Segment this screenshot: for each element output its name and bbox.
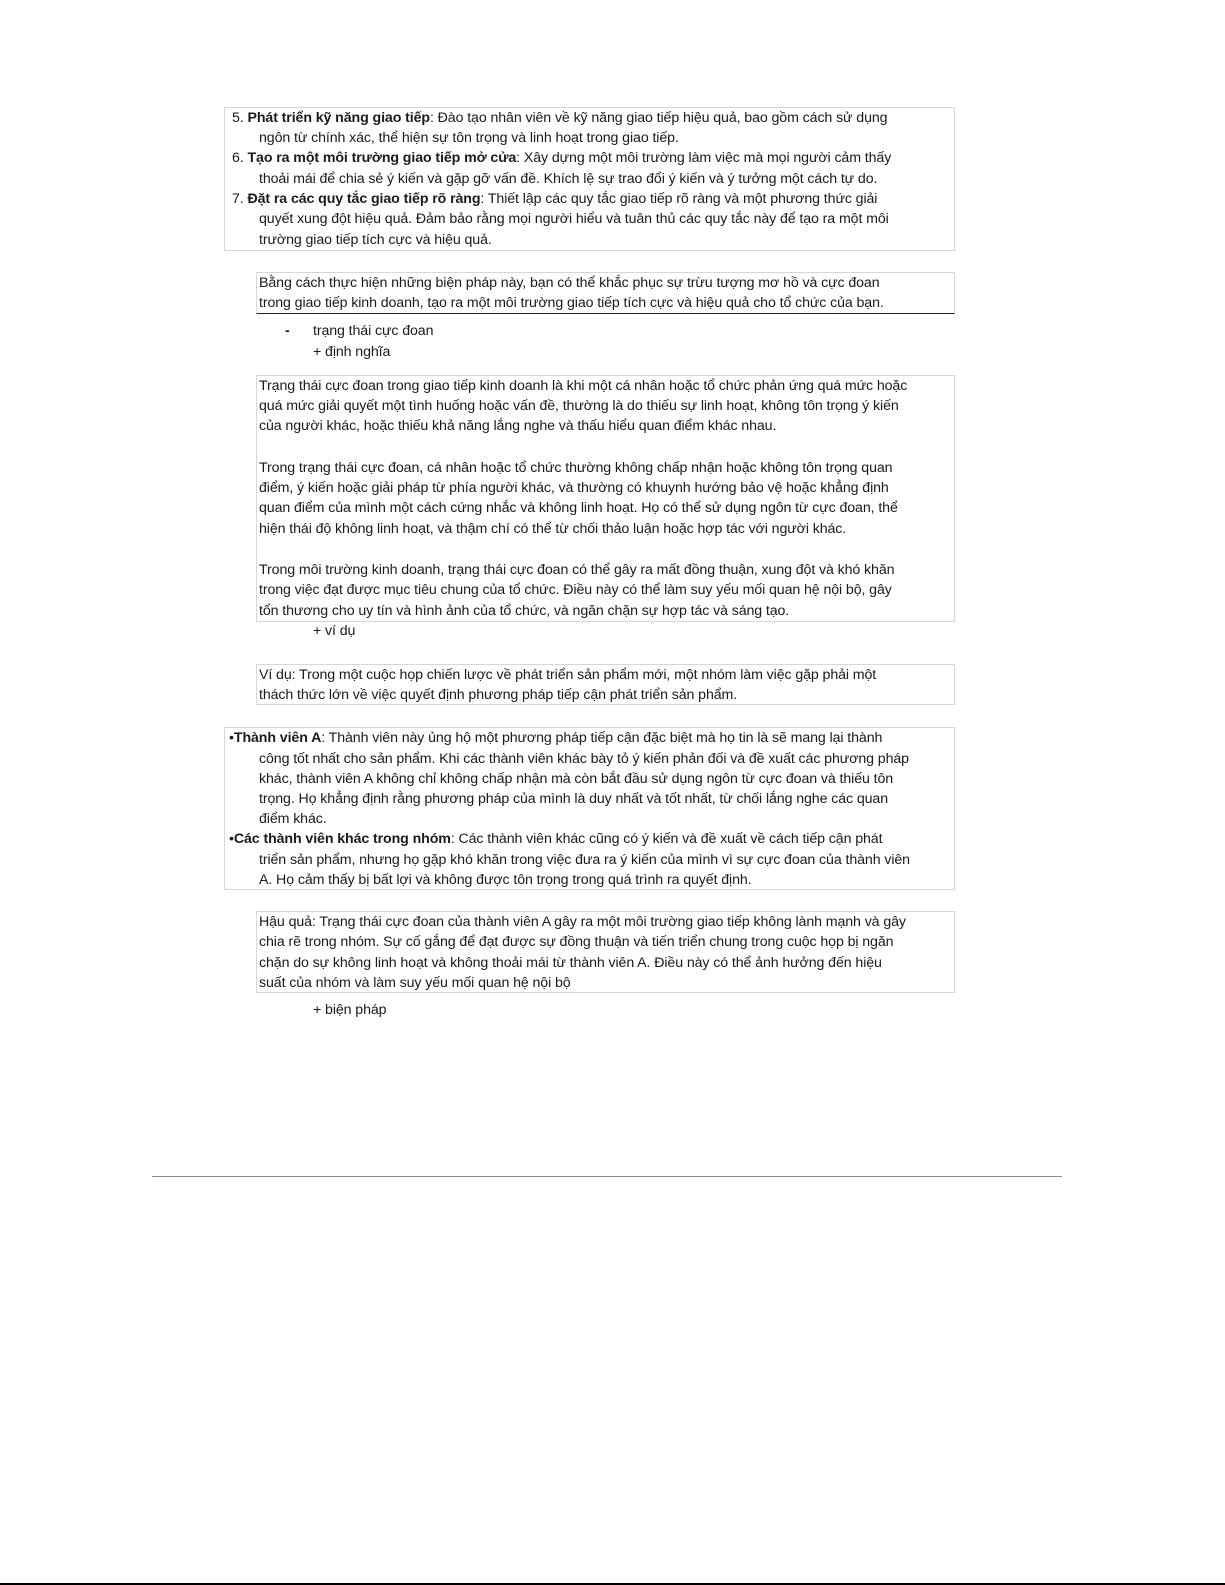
other-members-line-1: •Các thành viên khác trong nhóm: Các thành viên khác cũng có ý kiến và đề xuất về cách tiếp cận phát [229, 831, 883, 847]
list-item-7-line-3: trường giao tiếp tích cực và hiệu quả. [259, 232, 492, 248]
outline-dash: - [285, 323, 290, 339]
list-item-5-line-2: ngôn từ chính xác, thể hiện sự tôn trọng và linh hoạt trong giao tiếp. [259, 130, 679, 146]
definition-p3-line-2: trong việc đạt được mục tiêu chung của tổ chức. Điều này có thể làm suy yếu mối quan hệ nội bộ, gây [259, 582, 892, 598]
definition-p3-line-3: tổn thương cho uy tín và hình ảnh của tổ chức, và ngăn chặn sự hợp tác và sáng tạo. [259, 603, 790, 619]
member-a-line-1: •Thành viên A: Thành viên này ủng hộ một phương pháp tiếp cận đặc biệt mà họ tin là sẽ mang lại thành [229, 730, 883, 746]
member-a-line-3: khác, thành viên A không chỉ không chấp nhận mà còn bắt đầu sử dụng ngôn từ cực đoan và thiếu tôn [259, 771, 894, 787]
definition-p3-line-1: Trong môi trường kinh doanh, trạng thái cực đoan có thể gây ra mất đồng thuận, xung đột và khó khăn [259, 562, 895, 578]
consequence-line-3: chặn do sự không linh hoạt và không thoải mái từ thành viên A. Điều này có thể ảnh hưởng đến hiệu [259, 955, 882, 971]
outline-definition: + định nghĩa [313, 344, 391, 360]
definition-p2-line-2: điểm, ý kiến hoặc giải pháp từ phía người khác, và thường có khuynh hướng bảo vệ hoặc khẳng định [259, 480, 889, 496]
definition-p2-line-3: quan điểm của mình một cách cứng nhắc và không linh hoạt. Họ có thể sử dụng ngôn từ cực đoan, thể [259, 500, 898, 516]
outline-example: + ví dụ [313, 623, 356, 639]
definition-p2-line-1: Trong trạng thái cực đoan, cá nhân hoặc tổ chức thường không chấp nhận hoặc không tôn trọng quan [259, 460, 893, 476]
list-item-7-line-1: 7. Đặt ra các quy tắc giao tiếp rõ ràng: Thiết lập các quy tắc giao tiếp rõ ràng và một phương thức giải [232, 191, 878, 207]
list-item-5-line-1: 5. Phát triển kỹ năng giao tiếp: Đào tạo nhân viên về kỹ năng giao tiếp hiệu quả, bao gồm cách sử dụng [232, 110, 888, 126]
definition-p1-line-2: quá mức giải quyết một tình huống hoặc vấn đề, thường là do thiếu sự linh hoạt, không tôn trọng ý kiến [259, 398, 899, 414]
member-a-line-2: công tốt nhất cho sản phẩm. Khi các thành viên khác bày tỏ ý kiến phản đối và đề xuất các phương pháp [259, 751, 909, 767]
other-members-line-2: triển sản phẩm, nhưng họ gặp khó khăn trong việc đưa ra ý kiến của mình vì sự cực đoan của thành viên [259, 852, 910, 868]
consequence-line-2: chia rẽ trong nhóm. Sự cố gắng để đạt được sự đồng thuận và tiến triển chung trong cuộc họp bị ngăn [259, 934, 894, 950]
member-a-line-5: điểm khác. [259, 811, 327, 827]
member-a-line-4: trọng. Họ khẳng định rằng phương pháp của mình là duy nhất và tốt nhất, từ chối lắng nghe các quan [259, 791, 888, 807]
consequence-line-1: Hậu quả: Trạng thái cực đoan của thành viên A gây ra một môi trường giao tiếp không lành mạnh và gây [259, 914, 906, 930]
example-intro-line-1: Ví dụ: Trong một cuộc họp chiến lược về phát triển sản phẩm mới, một nhóm làm việc gặp phải một [259, 667, 877, 683]
list-item-6-line-1: 6. Tạo ra một môi trường giao tiếp mở cửa: Xây dựng một môi trường làm việc mà mọi người cảm thấy [232, 150, 892, 166]
list-item-7-line-2: quyết xung đột hiệu quả. Đảm bảo rằng mọi người hiểu và tuân thủ các quy tắc này để tạo ra một môi [259, 211, 889, 227]
outline-measures: + biện pháp [313, 1002, 387, 1018]
conclusion-line-1: Bằng cách thực hiện những biện pháp này, bạn có thể khắc phục sự trừu tượng mơ hồ và cực đoan [259, 275, 880, 291]
page-divider [152, 1176, 1062, 1177]
consequence-line-4: suất của nhóm và làm suy yếu mối quan hệ nội bộ [259, 975, 571, 991]
definition-p1-line-1: Trạng thái cực đoan trong giao tiếp kinh doanh là khi một cá nhân hoặc tổ chức phản ứng quá mức hoặc [259, 378, 908, 394]
outline-heading: trạng thái cực đoan [313, 323, 434, 339]
example-intro-line-2: thách thức lớn về việc quyết định phương pháp tiếp cận phát triển sản phẩm. [259, 687, 738, 703]
definition-p1-line-3: của người khác, hoặc thiếu khả năng lắng nghe và thấu hiểu quan điểm khác nhau. [259, 418, 777, 434]
definition-p2-line-4: hiện thái độ không linh hoạt, và thậm chí có thể từ chối thảo luận hoặc hợp tác với người khác. [259, 521, 847, 537]
list-item-6-line-2: thoải mái để chia sẻ ý kiến và gặp gỡ vấn đề. Khích lệ sự trao đổi ý kiến và ý tưởng một cách tự do. [259, 171, 878, 187]
conclusion-line-2: trong giao tiếp kinh doanh, tạo ra một môi trường giao tiếp tích cực và hiệu quả cho tổ chức của bạn. [259, 295, 884, 311]
other-members-line-3: A. Họ cảm thấy bị bất lợi và không được tôn trọng trong quá trình ra quyết định. [259, 872, 752, 888]
